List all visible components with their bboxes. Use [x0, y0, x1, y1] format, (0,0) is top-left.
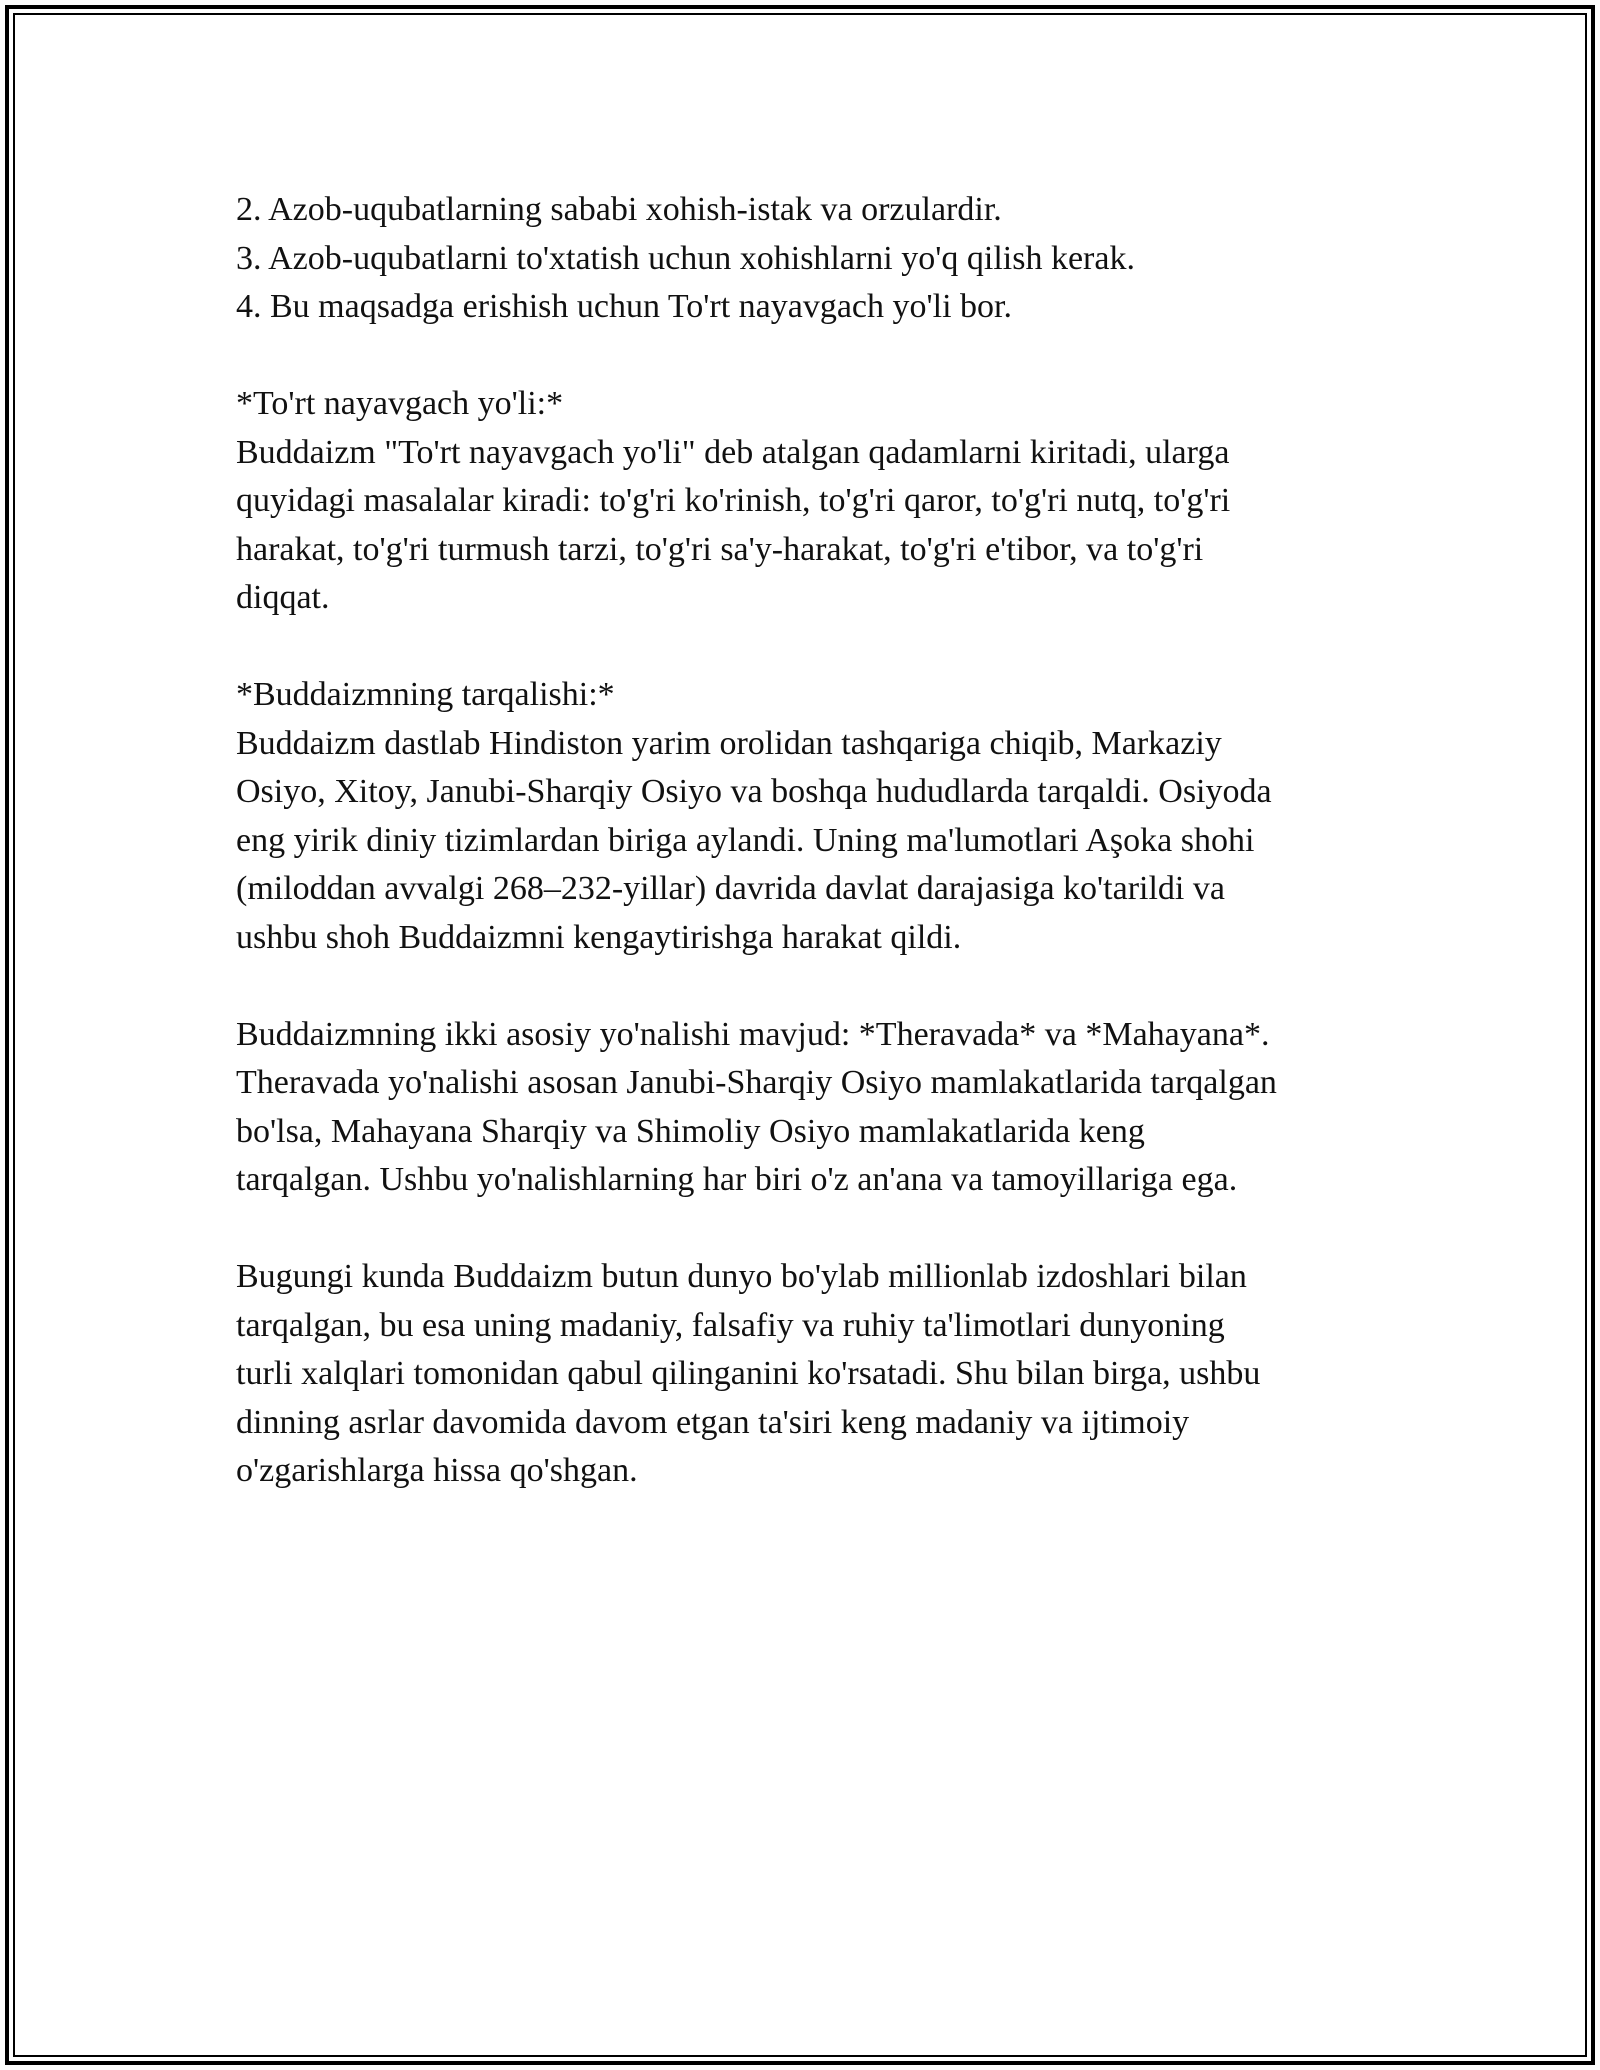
section-spread — [236, 671, 1366, 962]
text-line: Theravada yo'nalishi asosan Janubi-Sharqiy Osiyo mamlakatlarida tarqalgan — [236, 1064, 1277, 1101]
section-eightfold-path — [236, 380, 1366, 623]
section-heading: *To'rt nayavgach yo'li:* — [236, 385, 564, 422]
paragraph-spacer — [236, 332, 1366, 381]
text-line: ushbu shoh Buddaizmni kengaytirishga harakat qildi. — [236, 918, 962, 956]
text-line: (miloddan avvalgi 268–232-yillar) davrida davlat darajasiga ko'tarildi va — [236, 870, 1225, 907]
paragraph-spacer — [236, 962, 1366, 1011]
section-heading: *Buddaizmning tarqalishi:* — [236, 676, 615, 713]
text-line: o'zgarishlarga hissa qo'shgan. — [236, 1452, 638, 1489]
text-line: Buddaizm dastlab Hindiston yarim orolidan tashqariga chiqib, Markaziy — [236, 724, 1222, 762]
text-line: turli xalqlari tomonidan qabul qilinganini ko'rsatadi. Shu bilan birga, ushbu — [236, 1355, 1261, 1392]
list-item: 3. Azob-uqubatlarni to'xtatish uchun xohishlarni yo'q qilish kerak. — [236, 239, 1135, 277]
text-line: quyidagi masalalar kiradi: to'g'ri ko'rinish, to'g'ri qaror, to'g'ri nutq, to'g'ri — [236, 482, 1231, 519]
text-line: harakat, to'g'ri turmush tarzi, to'g'ri sa'y-harakat, to'g'ri e'tibor, va to'g'ri — [236, 530, 1204, 568]
paragraph — [236, 429, 1366, 623]
text-line: dinning asrlar davomida davom etgan ta'siri keng madaniy va ijtimoiy — [236, 1403, 1190, 1441]
paragraph — [236, 720, 1366, 963]
document-body — [236, 186, 1366, 1496]
list-item: 2. Azob-uqubatlarning sababi xohish-istak va orzulardir. — [236, 191, 1002, 228]
paragraph-spacer — [236, 623, 1366, 672]
text-line: Bugungi kunda Buddaizm butun dunyo bo'ylab millionlab izdoshlari bilan — [236, 1258, 1247, 1295]
text-line: eng yirik diniy tizimlardan biriga aylandi. Uning ma'lumotlari Aşoka shohi — [236, 821, 1255, 859]
numbered-list — [236, 186, 1366, 332]
text-line: Buddaizmning ikki asosiy yo'nalishi mavjud: *Theravada* va *Mahayana*. — [236, 1015, 1270, 1053]
paragraph-spacer — [236, 1205, 1366, 1254]
text-line: Osiyo, Xitoy, Janubi-Sharqiy Osiyo va boshqa hududlarda tarqaldi. Osiyoda — [236, 773, 1272, 810]
list-item: 4. Bu maqsadga erishish uchun To'rt nayavgach yo'li bor. — [236, 288, 1012, 325]
text-line: tarqalgan. Ushbu yo'nalishlarning har biri o'z an'ana va tamoyillariga ega. — [236, 1161, 1238, 1198]
paragraph-schools — [236, 1011, 1366, 1205]
text-line: diqqat. — [236, 579, 330, 616]
text-line: bo'lsa, Mahayana Sharqiy va Shimoliy Osiyo mamlakatlarida keng — [236, 1112, 1145, 1150]
paragraph-today — [236, 1253, 1366, 1496]
text-line: Buddaizm "To'rt nayavgach yo'li" deb atalgan qadamlarni kiritadi, ularga — [236, 433, 1230, 471]
text-line: tarqalgan, bu esa uning madaniy, falsafiy va ruhiy ta'limotlari dunyoning — [236, 1306, 1225, 1344]
